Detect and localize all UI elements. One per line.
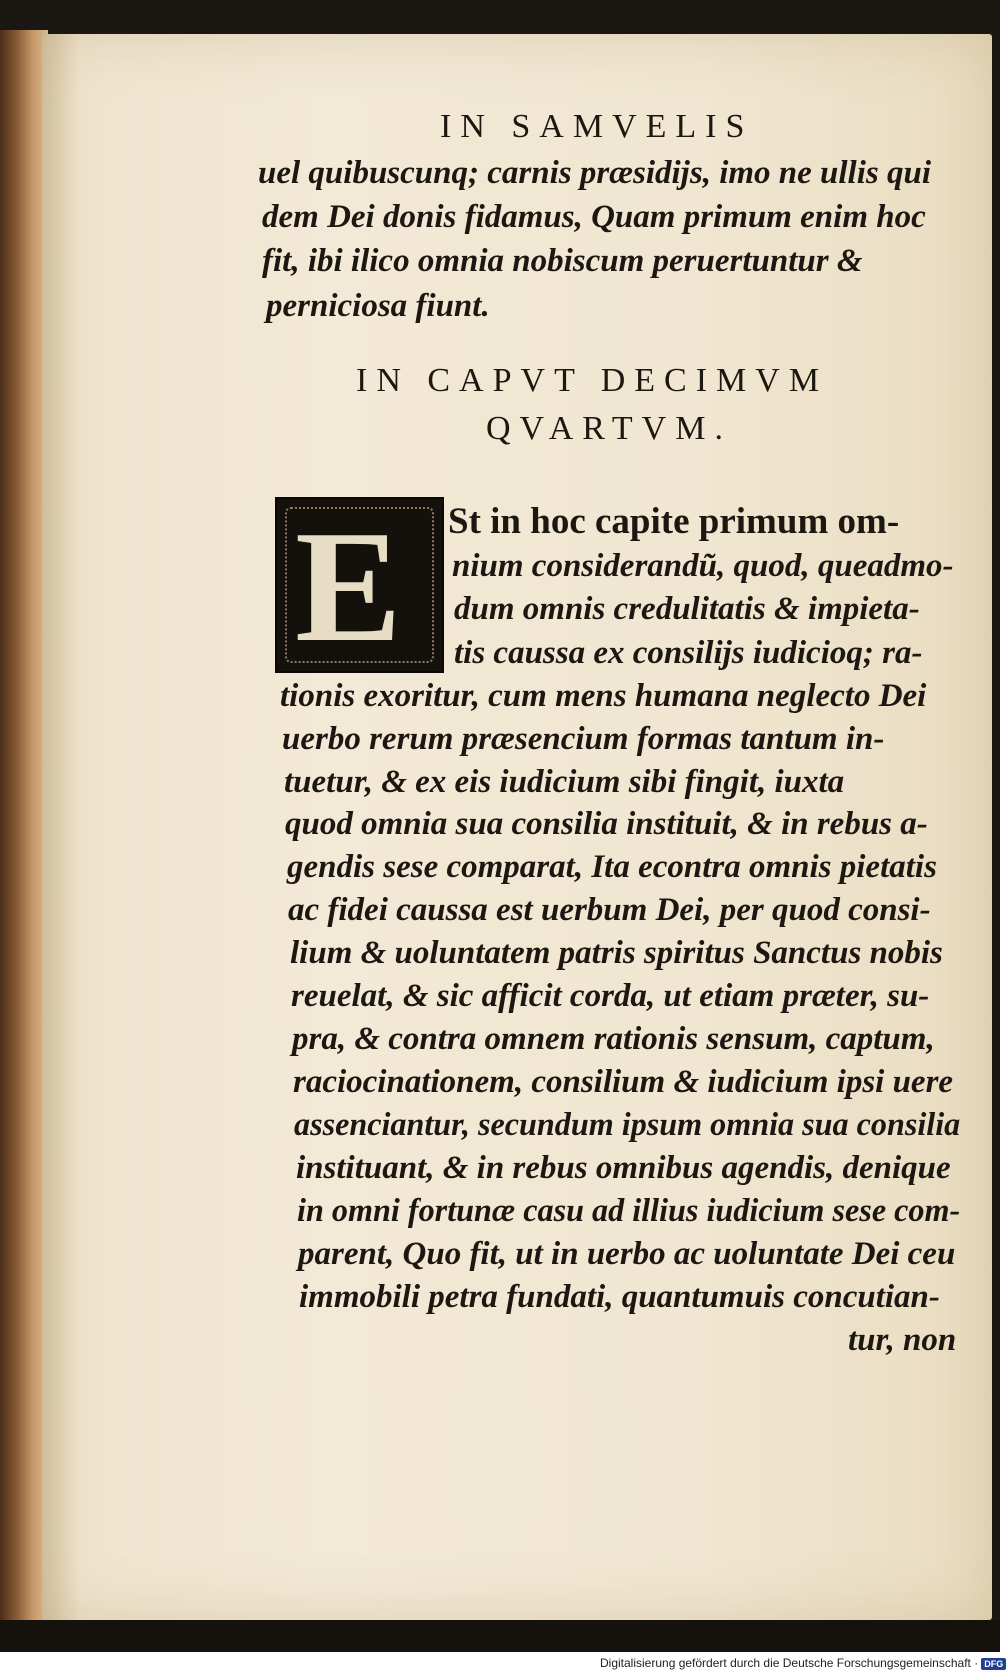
text-line: gendis sese comparat, Ita econtra omnis pietatis <box>287 849 937 885</box>
text-line: dem Dei donis fidamus, Quam primum enim hoc <box>262 199 926 235</box>
text-line: in omni fortunæ casu ad illius iudicium sese com- <box>297 1193 961 1229</box>
text-line: tionis exoritur, cum mens humana neglecto Dei <box>280 678 927 714</box>
text-line: lium & uoluntatem patris spiritus Sanctus nobis <box>290 935 943 971</box>
text-line: immobili petra fundati, quantumuis concutian- <box>299 1279 940 1315</box>
chapter-heading-line2: QVARTVM. <box>486 410 732 447</box>
decorated-initial <box>275 497 444 673</box>
dfg-logo: DFG <box>981 1658 1006 1670</box>
book-spine-edge <box>0 30 48 1620</box>
text-line: tuetur, & ex eis iudicium sibi fingit, iuxta <box>284 764 845 800</box>
running-head: IN SAMVELIS <box>440 108 754 145</box>
text-line: quod omnia sua consilia instituit, & in rebus a- <box>285 806 928 842</box>
text-line: uel quibuscunq; carnis præsidijs, imo ne ullis qui <box>258 155 932 191</box>
chapter-heading-line1: IN CAPVT DECIMVM <box>356 362 829 399</box>
text-line: parent, Quo fit, ut in uerbo ac uoluntate Dei ceu <box>298 1236 956 1272</box>
catchword: tur, non <box>848 1322 957 1358</box>
text-line: tis caussa ex consilijs iudicioq; ra- <box>454 635 923 671</box>
text-line: instituant, & in rebus omnibus agendis, denique <box>296 1150 951 1186</box>
text-line: assenciantur, secundum ipsum omnia sua consilia <box>294 1107 961 1143</box>
text-line: reuelat, & sic afficit corda, ut etiam præter, su- <box>291 978 930 1014</box>
credit-text: Digitalisierung gefördert durch die Deutsche Forschungsgemeinschaft · <box>600 1656 979 1670</box>
text-line: pra, & contra omnem rationis sensum, captum, <box>292 1021 935 1057</box>
text-line: nium considerandũ, quod, queadmo- <box>452 548 954 584</box>
text-line: fit, ibi ilico omnia nobiscum peruertuntur & <box>262 243 863 279</box>
initial-letter: E <box>295 497 402 675</box>
scan-bottom-border <box>0 1620 1000 1652</box>
text-line: ac fidei caussa est uerbum Dei, per quod consi- <box>288 892 931 928</box>
text-line: perniciosa fiunt. <box>266 288 490 324</box>
text-line: uerbo rerum præsencium formas tantum in- <box>282 721 885 757</box>
text-line: raciocinationem, consilium & iudicium ipsi uere <box>293 1064 954 1100</box>
text-line: dum omnis credulitatis & impieta- <box>454 591 920 627</box>
digitization-credit <box>600 1656 1006 1670</box>
first-line: St in hoc capite primum om- <box>448 501 900 542</box>
